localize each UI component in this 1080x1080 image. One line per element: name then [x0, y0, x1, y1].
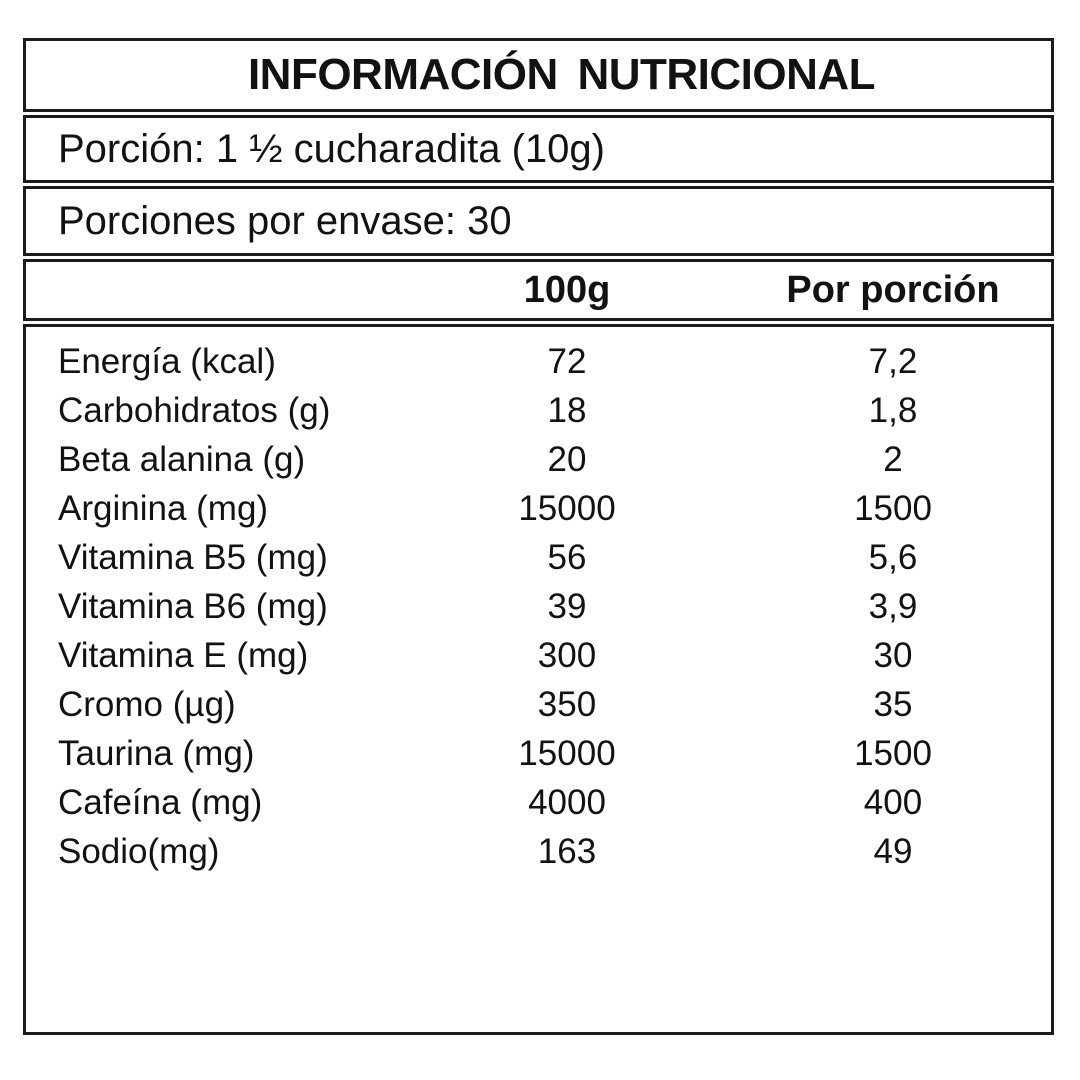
nutrient-name: Energía (kcal) — [58, 341, 276, 381]
table-row-vitamina-b6 — [26, 582, 1051, 631]
value-100g: 300 — [537, 635, 597, 675]
value-per-portion: 49 — [873, 831, 913, 871]
servings-per-container-text: Porciones por envase: 30 — [58, 198, 512, 243]
table-row-taurina — [26, 729, 1051, 778]
table-row-arginina — [26, 484, 1051, 533]
value-per-portion: 1500 — [854, 488, 932, 528]
value-100g: 56 — [547, 537, 587, 577]
value-100g: 39 — [547, 586, 587, 626]
nutrient-name: Carbohidratos (g) — [58, 390, 331, 430]
nutrient-name: Vitamina E (mg) — [58, 635, 309, 675]
table-row-energia — [26, 337, 1051, 386]
nutrient-name: Cafeína (mg) — [58, 782, 263, 822]
nutrient-name: Arginina (mg) — [58, 488, 269, 528]
serving-size-text: Porción: 1 ½ cucharadita (10g) — [58, 126, 605, 171]
value-per-portion: 2 — [883, 439, 903, 479]
servings-per-container-section — [23, 186, 1054, 256]
value-per-portion: 1,8 — [868, 390, 918, 430]
column-header-per-portion: Por porción — [786, 268, 1000, 311]
value-100g: 4000 — [528, 782, 606, 822]
serving-size-section — [23, 115, 1054, 183]
table-row-cromo — [26, 680, 1051, 729]
nutrient-name: Taurina (mg) — [58, 733, 255, 773]
nutrient-name: Beta alanina (g) — [58, 439, 306, 479]
nutrient-name: Vitamina B6 (mg) — [58, 586, 328, 626]
value-100g: 350 — [537, 684, 597, 724]
value-100g: 15000 — [518, 733, 616, 773]
column-header-100g: 100g — [523, 268, 611, 311]
table-row-vitamina-e — [26, 631, 1051, 680]
value-per-portion: 3,9 — [868, 586, 918, 626]
nutrient-name: Cromo (µg) — [58, 684, 236, 724]
value-per-portion: 7,2 — [868, 341, 918, 381]
value-100g: 20 — [547, 439, 587, 479]
value-per-portion: 400 — [863, 782, 923, 822]
value-100g: 72 — [547, 341, 587, 381]
nutrient-table-body — [23, 324, 1054, 1035]
value-100g: 15000 — [518, 488, 616, 528]
table-row-sodio — [26, 827, 1051, 876]
value-per-portion: 30 — [873, 635, 913, 675]
value-100g: 18 — [547, 390, 587, 430]
table-row-carbohidratos — [26, 386, 1051, 435]
label-title: INFORMACIÓN NUTRICIONAL — [247, 50, 876, 99]
nutrient-name: Sodio(mg) — [58, 831, 220, 871]
table-row-beta-alanina — [26, 435, 1051, 484]
table-row-vitamina-b5 — [26, 533, 1051, 582]
value-per-portion: 5,6 — [868, 537, 918, 577]
value-per-portion: 35 — [873, 684, 913, 724]
table-row-cafeina — [26, 778, 1051, 827]
value-100g: 163 — [537, 831, 597, 871]
nutrient-name: Vitamina B5 (mg) — [58, 537, 328, 577]
title-section — [23, 38, 1054, 112]
column-header-row — [23, 259, 1054, 321]
value-per-portion: 1500 — [854, 733, 932, 773]
nutrition-label — [23, 38, 1054, 1035]
